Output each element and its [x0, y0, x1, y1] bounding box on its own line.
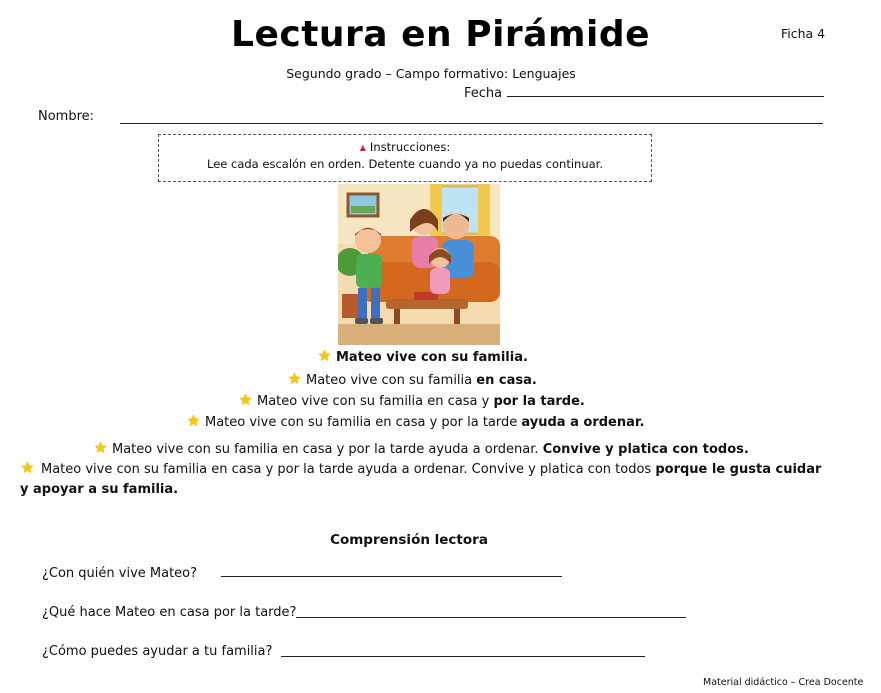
question-3: ¿Cómo puedes ayudar a tu familia?: [42, 644, 273, 659]
pyramid-step-2: Mateo vive con su familia en casa.: [287, 371, 537, 388]
pyramid-step-6: Mateo vive con su familia en casa y por la tarde ayuda a ordenar. Convive y platica con todos porque le gusta cuidar y apoyar a su familia.: [20, 462, 822, 497]
pyramid-step-5: Mateo vive con su familia en casa y por la tarde ayuda a ordenar. Convive y platica con todos.: [93, 440, 749, 457]
name-label: Nombre:: [38, 109, 95, 124]
pyramid-step-3: Mateo vive con su familia en casa y por la tarde.: [238, 392, 585, 409]
pyramid-step-1: Mateo vive con su familia.: [317, 348, 528, 365]
question-1: ¿Con quién vive Mateo?: [42, 566, 198, 581]
name-line: [120, 123, 823, 124]
date-label: Fecha: [464, 86, 503, 101]
comprehension-title: Comprensión lectora: [330, 532, 488, 548]
answer-line-3[interactable]: [281, 656, 645, 657]
question-2: ¿Qué hace Mateo en casa por la tarde?: [42, 605, 297, 620]
instructions-box: [158, 134, 652, 182]
footer-credit: Material didáctico – Crea Docente: [703, 677, 864, 688]
instructions-text: Lee cada escalón en orden. Detente cuando ya no puedas continuar.: [207, 157, 603, 171]
star-icon: [186, 413, 201, 428]
star-icon: [287, 371, 302, 386]
star-icon: [317, 348, 332, 363]
page-title: Lectura en Pirámide: [231, 14, 650, 55]
family-illustration: [338, 184, 500, 345]
sheet-number: Ficha 4: [781, 26, 826, 41]
triangle-icon: ▲: [359, 143, 366, 152]
pyramid-step-4: Mateo vive con su familia en casa y por la tarde ayuda a ordenar.: [186, 413, 644, 430]
date-line: [507, 96, 824, 97]
subtitle: Segundo grado – Campo formativo: Lenguajes: [286, 66, 576, 81]
answer-line-2[interactable]: [296, 617, 686, 618]
star-icon: [93, 440, 108, 455]
answer-line-1[interactable]: [221, 576, 562, 577]
star-icon: [238, 392, 253, 407]
instructions-title: Instrucciones:: [369, 140, 451, 154]
star-icon: [20, 460, 35, 475]
